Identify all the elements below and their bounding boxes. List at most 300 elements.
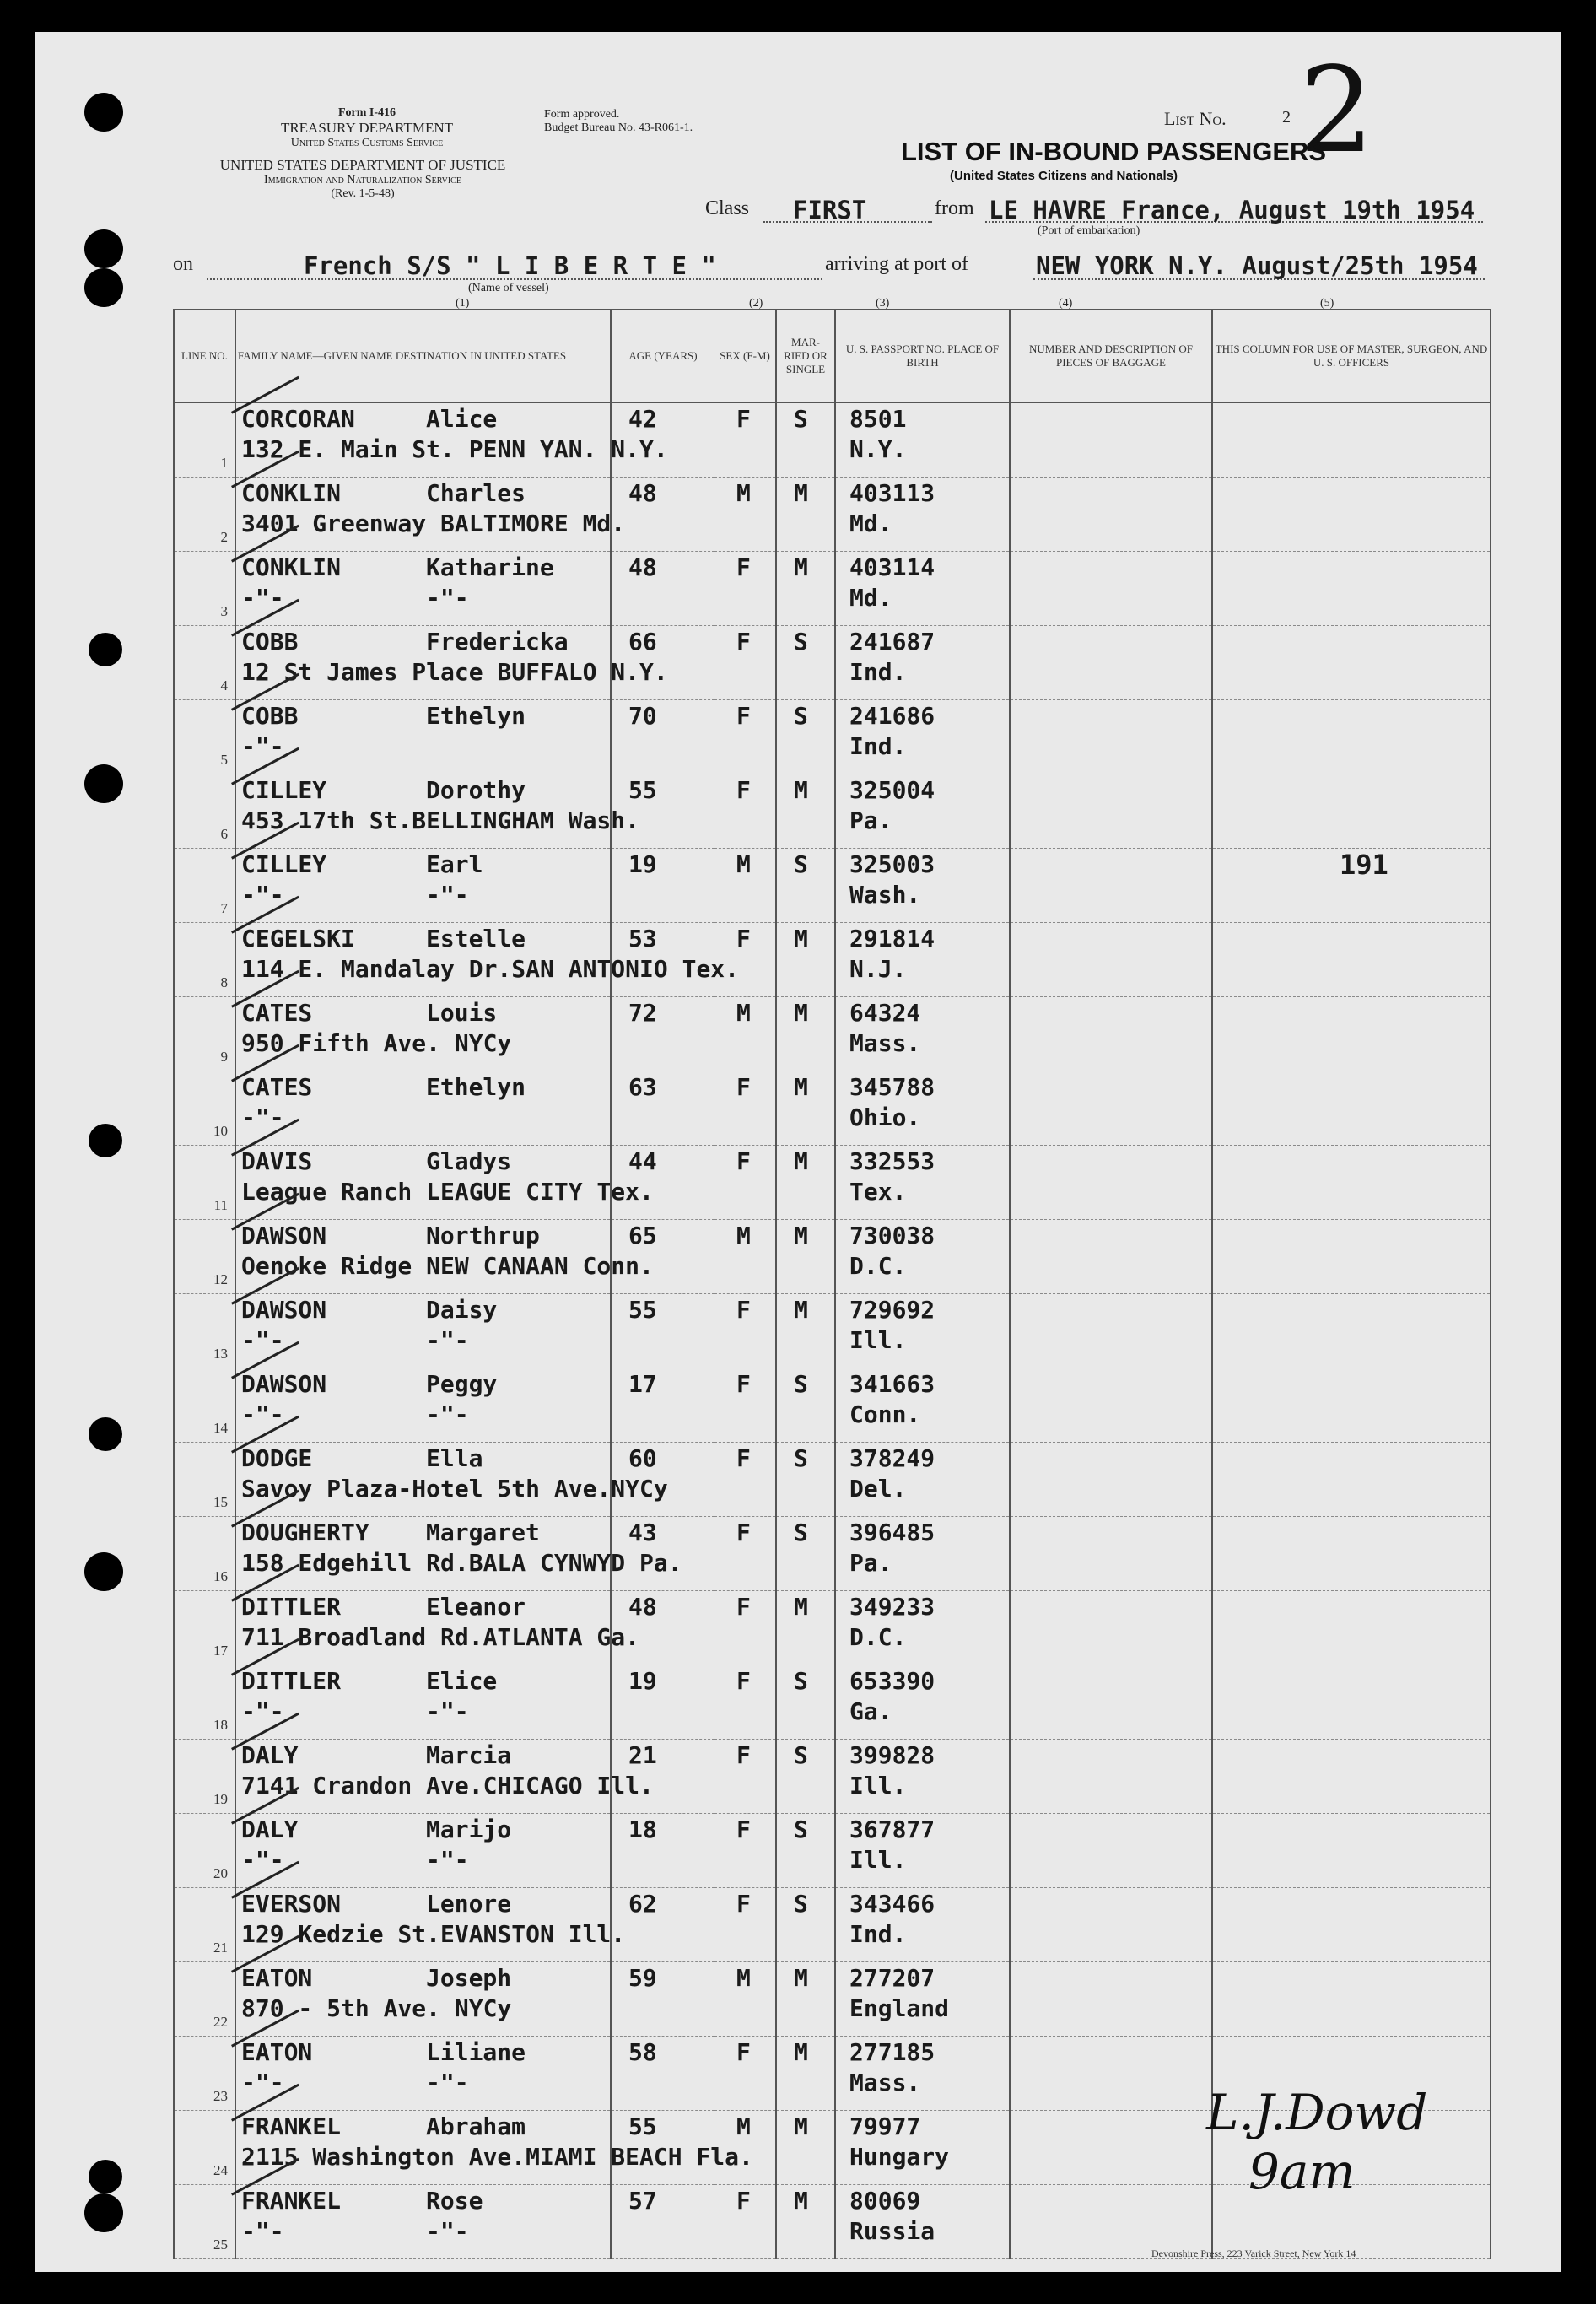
sex: F [736,553,751,581]
family-name: DALY [241,1816,299,1843]
destination: 12 St James Place BUFFALO N.Y. [241,658,668,686]
family-name: CILLEY [241,776,327,804]
line-number: 2 [220,529,228,545]
passport-number: 345788 [849,1073,935,1101]
sex: F [736,405,751,433]
col-num-5: (5) [1320,297,1334,310]
given-name-ditto: -"- [426,584,469,612]
destination: 129 Kedzie St.EVANSTON Ill. [241,1920,626,1948]
form-number: Form I-416 [337,106,396,119]
place-of-birth: Del. [849,1475,907,1503]
marital-status: M [794,999,808,1027]
table-row [174,997,1491,1071]
given-name: Estelle [426,925,526,952]
given-name: Marijo [426,1816,512,1843]
line-number: 12 [213,1271,228,1287]
line-number: 17 [213,1643,228,1659]
header-officers: THIS COLUMN FOR USE OF MASTER, SURGEON, AND U. S. OFFICERS [1212,310,1491,402]
given-name: Elice [426,1667,498,1695]
form-rev: (Rev. 1-5-48) [331,186,395,200]
table-row [174,849,1491,923]
destination: 870 - 5th Ave. NYCy [241,1994,512,2022]
table-row [174,1665,1491,1740]
place-of-birth: Pa. [849,807,892,834]
given-name: Northrup [426,1222,540,1249]
destination: Oenoke Ridge NEW CANAAN Conn. [241,1252,654,1280]
sex: F [736,1593,751,1621]
family-name: EVERSON [241,1890,342,1918]
given-name: Peggy [426,1370,498,1398]
table-row [174,1591,1491,1665]
age: 66 [628,628,657,656]
punch-hole [84,1552,123,1591]
sex: F [736,1444,751,1472]
age: 55 [628,776,657,804]
passport-number: 64324 [849,999,921,1027]
list-no-label: List No. [1164,108,1227,129]
sex: F [736,2187,751,2215]
sex: M [736,999,751,1027]
family-name: DAVIS [241,1147,313,1175]
age: 70 [628,702,657,730]
col-num-4: (4) [1059,297,1073,310]
sex: F [736,2038,751,2066]
table-row [174,1814,1491,1888]
header-married: MAR-RIED OR SINGLE [776,310,835,402]
age: 19 [628,850,657,878]
passport-number: 367877 [849,1816,935,1843]
family-name: DAWSON [241,1222,327,1249]
passport-number: 325003 [849,850,935,878]
destination: 711 Broadland Rd.ATLANTA Ga. [241,1623,640,1651]
from-label: from [935,197,974,219]
given-name-ditto: -"- [426,1846,469,1874]
destination: -"- [241,584,284,612]
sex: M [736,479,751,507]
given-name: Ethelyn [426,702,526,730]
handwritten-signature: L.J.Dowd [1206,2084,1428,2141]
punch-hole [89,1417,122,1451]
place-of-birth: Russia [849,2217,935,2245]
treasury-dept: TREASURY DEPARTMENT [280,120,454,137]
sex: M [736,2112,751,2140]
given-name: Charles [426,479,526,507]
line-number: 15 [213,1494,228,1510]
punch-hole [89,633,122,666]
line-number: 18 [213,1717,228,1733]
passport-number: 8501 [849,405,907,433]
marital-status: S [794,1741,808,1769]
place-of-birth: Ga. [849,1697,892,1725]
family-name: DITTLER [241,1667,342,1695]
punch-hole [84,93,123,132]
punch-hole [89,2160,122,2193]
age: 48 [628,479,657,507]
punch-hole [84,229,123,268]
class-label: Class [705,197,750,219]
marital-status: M [794,2038,808,2066]
place-of-birth: Ill. [849,1326,907,1354]
family-name: DAWSON [241,1370,327,1398]
passport-number: 79977 [849,2112,921,2140]
family-name: EATON [241,1964,313,1992]
from-value: LE HAVRE France, August 19th 1954 [989,196,1475,224]
destination: 114 E. Mandalay Dr.SAN ANTONIO Tex. [241,955,740,983]
marital-status: M [794,1073,808,1101]
col-num-2: (2) [749,297,763,310]
family-name: CATES [241,1073,313,1101]
given-name: Fredericka [426,628,569,656]
officer-annotation: 191 [1340,849,1388,881]
place-of-birth: Wash. [849,881,921,909]
given-name: Marcia [426,1741,512,1769]
customs-service: United States Customs Service [290,136,444,149]
given-name-ditto: -"- [426,1400,469,1428]
line-number: 11 [213,1197,228,1213]
line-number: 6 [220,826,228,842]
destination: -"- [241,2217,284,2245]
age: 43 [628,1519,657,1546]
destination: -"- [241,1103,284,1131]
line-number: 10 [213,1123,228,1139]
line-number: 22 [213,2014,228,2030]
marital-status: M [794,553,808,581]
family-name: DALY [241,1741,299,1769]
marital-status: S [794,1444,808,1472]
given-name: Ethelyn [426,1073,526,1101]
table-row [174,552,1491,626]
given-name-ditto: -"- [426,1326,469,1354]
table-row [174,923,1491,997]
form-agency-block [228,106,506,150]
place-of-birth: Hungary [849,2143,950,2171]
line-number: 1 [220,455,228,471]
given-name: Rose [426,2187,483,2215]
age: 59 [628,1964,657,1992]
age: 63 [628,1073,657,1101]
place-of-birth: Ind. [849,658,907,686]
sex: F [736,1519,751,1546]
passport-number: 325004 [849,776,935,804]
line-number: 8 [220,974,228,990]
age: 55 [628,2112,657,2140]
given-name: Margaret [426,1519,540,1546]
passport-number: 241687 [849,628,935,656]
destination: 132 E. Main St. PENN YAN. N.Y. [241,435,668,463]
col-num-1: (1) [456,297,470,310]
place-of-birth: Ind. [849,1920,907,1948]
passport-number: 378249 [849,1444,935,1472]
place-of-birth: D.C. [849,1252,907,1280]
line-number: 5 [220,752,228,768]
destination: 158 Edgehill Rd.BALA CYNWYD Pa. [241,1549,682,1577]
line-number: 14 [213,1420,228,1436]
marital-status: S [794,1890,808,1918]
marital-status: M [794,2112,808,2140]
sex: F [736,1073,751,1101]
age: 48 [628,1593,657,1621]
place-of-birth: N.Y. [849,435,907,463]
table-row [174,1071,1491,1146]
doj-name: UNITED STATES DEPARTMENT OF JUSTICE [219,157,506,173]
family-name: CONKLIN [241,479,342,507]
sex: M [736,850,751,878]
punch-hole [84,2193,123,2232]
class-value: FIRST [793,196,867,224]
marital-status: M [794,2187,808,2215]
family-name: COBB [241,628,299,656]
destination: -"- [241,2069,284,2096]
passport-number: 241686 [849,702,935,730]
family-name: FRANKEL [241,2187,342,2215]
marital-status: M [794,1296,808,1324]
header-sex: SEX (F-M) [714,310,776,402]
place-of-birth: D.C. [849,1623,907,1651]
family-name: FRANKEL [241,2112,342,2140]
family-name: CEGELSKI [241,925,355,952]
page-title: LIST OF IN-BOUND PASSENGERS [901,137,1327,166]
marital-status: S [794,702,808,730]
marital-status: S [794,1370,808,1398]
destination: -"- [241,732,284,760]
marital-status: M [794,479,808,507]
given-name-ditto: -"- [426,1697,469,1725]
passport-number: 343466 [849,1890,935,1918]
marital-status: M [794,1593,808,1621]
line-number: 19 [213,1791,228,1807]
table-row [174,626,1491,700]
on-label: on [173,253,193,275]
table-row [174,1517,1491,1591]
given-name: Eleanor [426,1593,526,1621]
table-row [174,1962,1491,2037]
age: 57 [628,2187,657,2215]
line-number: 20 [213,1865,228,1881]
place-of-birth: Md. [849,510,892,537]
line-number: 24 [213,2162,228,2178]
destination: League Ranch LEAGUE CITY Tex. [241,1178,654,1206]
family-name: CATES [241,999,313,1027]
place-of-birth: Md. [849,584,892,612]
place-of-birth: Mass. [849,2069,921,2096]
passport-number: 341663 [849,1370,935,1398]
approval-text: Form approved. [544,108,620,121]
place-of-birth: Ind. [849,732,907,760]
destination: 7141 Crandon Ave.CHICAGO Ill. [241,1772,654,1799]
sex: F [736,1667,751,1695]
passport-number: 332553 [849,1147,935,1175]
given-name: Gladys [426,1147,512,1175]
vessel-value: French S/S " L I B E R T E " [304,251,716,280]
family-name: COBB [241,702,299,730]
given-name: Lenore [426,1890,512,1918]
table-row [174,1368,1491,1443]
destination: 2115 Washington Ave.MIAMI BEACH Fla. [241,2143,753,2171]
place-of-birth: Tex. [849,1178,907,1206]
line-number: 4 [220,677,228,693]
table-row [174,700,1491,774]
line-number: 23 [213,2088,228,2104]
sex: F [736,1147,751,1175]
passenger-table [173,309,1491,2259]
family-name: EATON [241,2038,313,2066]
marital-status: S [794,1816,808,1843]
sex: M [736,1964,751,1992]
passport-number: 399828 [849,1741,935,1769]
table-row [174,1220,1491,1294]
place-of-birth: Ohio. [849,1103,921,1131]
ins-name: Immigration and Naturalization Service [264,173,461,186]
family-name: CILLEY [241,850,327,878]
age: 42 [628,405,657,433]
header-baggage: NUMBER AND DESCRIPTION OF PIECES OF BAGGAGE [1010,310,1212,402]
table-row [174,1294,1491,1368]
passport-number: 403113 [849,479,935,507]
col-num-3: (3) [876,297,890,310]
place-of-birth: Pa. [849,1549,892,1577]
sex: F [736,925,751,952]
place-of-birth: Ill. [849,1772,907,1799]
table-row [174,1443,1491,1517]
table-header-row [174,310,1491,402]
table-row [174,1888,1491,1962]
sex: F [736,1816,751,1843]
given-name: Daisy [426,1296,498,1324]
family-name: DOUGHERTY [241,1519,369,1546]
destination: -"- [241,1846,284,1874]
passport-number: 291814 [849,925,935,952]
age: 72 [628,999,657,1027]
printer-imprint: Devonshire Press, 223 Varick Street, New York 14 [1151,2247,1356,2259]
family-name: CONKLIN [241,553,342,581]
age: 62 [628,1890,657,1918]
destination: 453 17th St.BELLINGHAM Wash. [241,807,640,834]
destination: 950 Fifth Ave. NYCy [241,1029,512,1057]
passport-number: 277185 [849,2038,935,2066]
marital-status: M [794,1222,808,1249]
header-name: FAMILY NAME—GIVEN NAME DESTINATION IN UNITED STATES [235,310,611,402]
list-no-small: 2 [1282,108,1291,127]
place-of-birth: N.J. [849,955,907,983]
arriving-label: arriving at port of [825,253,968,275]
approval-block [544,108,693,135]
table-row [174,1740,1491,1814]
destination: -"- [241,1697,284,1725]
marital-status: M [794,776,808,804]
table-row [174,402,1491,478]
family-name: CORCORAN [241,405,355,433]
handwritten-time: 9am [1248,2143,1356,2200]
age: 17 [628,1370,657,1398]
marital-status: M [794,925,808,952]
port-embark-label: (Port of embarkation) [1038,224,1140,237]
budget-text: Budget Bureau No. 43-R061-1. [544,121,693,135]
age: 48 [628,553,657,581]
marital-status: S [794,628,808,656]
table-row [174,1146,1491,1220]
table-row [174,774,1491,849]
doj-block [160,157,565,201]
list-no-handwritten: 2 [1299,42,1375,180]
place-of-birth: Ill. [849,1846,907,1874]
sex: F [736,702,751,730]
family-name: DAWSON [241,1296,327,1324]
line-number: 13 [213,1346,228,1362]
passport-number: 349233 [849,1593,935,1621]
line-number: 7 [220,900,228,916]
destination: -"- [241,881,284,909]
table-row [174,478,1491,552]
age: 58 [628,2038,657,2066]
marital-status: S [794,850,808,878]
line-number: 21 [213,1940,228,1956]
given-name: Ella [426,1444,483,1472]
given-name: Alice [426,405,498,433]
sex: F [736,1890,751,1918]
line-number: 16 [213,1568,228,1584]
sex: M [736,1222,751,1249]
family-name: DITTLER [241,1593,342,1621]
age: 53 [628,925,657,952]
destination: -"- [241,1400,284,1428]
header-line-no: LINE NO. [174,310,235,402]
marital-status: S [794,1667,808,1695]
passport-number: 277207 [849,1964,935,1992]
place-of-birth: England [849,1994,950,2022]
sex: F [736,628,751,656]
sex: F [736,1741,751,1769]
vessel-label: (Name of vessel) [468,282,549,294]
given-name: Dorothy [426,776,526,804]
arriving-value: NEW YORK N.Y. August/25th 1954 [1036,251,1478,280]
given-name-ditto: -"- [426,2069,469,2096]
line-number: 9 [220,1049,228,1065]
passport-number: 730038 [849,1222,935,1249]
passport-number: 396485 [849,1519,935,1546]
punch-hole [84,268,123,307]
given-name: Earl [426,850,483,878]
age: 19 [628,1667,657,1695]
marital-status: S [794,405,808,433]
age: 55 [628,1296,657,1324]
family-name: DODGE [241,1444,313,1472]
header-passport: U. S. PASSPORT NO. PLACE OF BIRTH [835,310,1010,402]
destination: Savoy Plaza-Hotel 5th Ave.NYCy [241,1475,668,1503]
destination: 3401 Greenway BALTIMORE Md. [241,510,626,537]
age: 44 [628,1147,657,1175]
passport-number: 80069 [849,2187,921,2215]
age: 65 [628,1222,657,1249]
passport-number: 403114 [849,553,935,581]
given-name: Louis [426,999,498,1027]
marital-status: S [794,1519,808,1546]
age: 21 [628,1741,657,1769]
given-name: Katharine [426,553,554,581]
page-subtitle: (United States Citizens and Nationals) [950,169,1178,183]
marital-status: M [794,1964,808,1992]
line-number: 3 [220,603,228,619]
given-name: Liliane [426,2038,526,2066]
sex: F [736,1296,751,1324]
header-age: AGE (YEARS) [611,310,714,402]
punch-hole [84,764,123,803]
age: 60 [628,1444,657,1472]
marital-status: M [794,1147,808,1175]
place-of-birth: Mass. [849,1029,921,1057]
passport-number: 653390 [849,1667,935,1695]
line-number: 25 [213,2237,228,2253]
passport-number: 729692 [849,1296,935,1324]
